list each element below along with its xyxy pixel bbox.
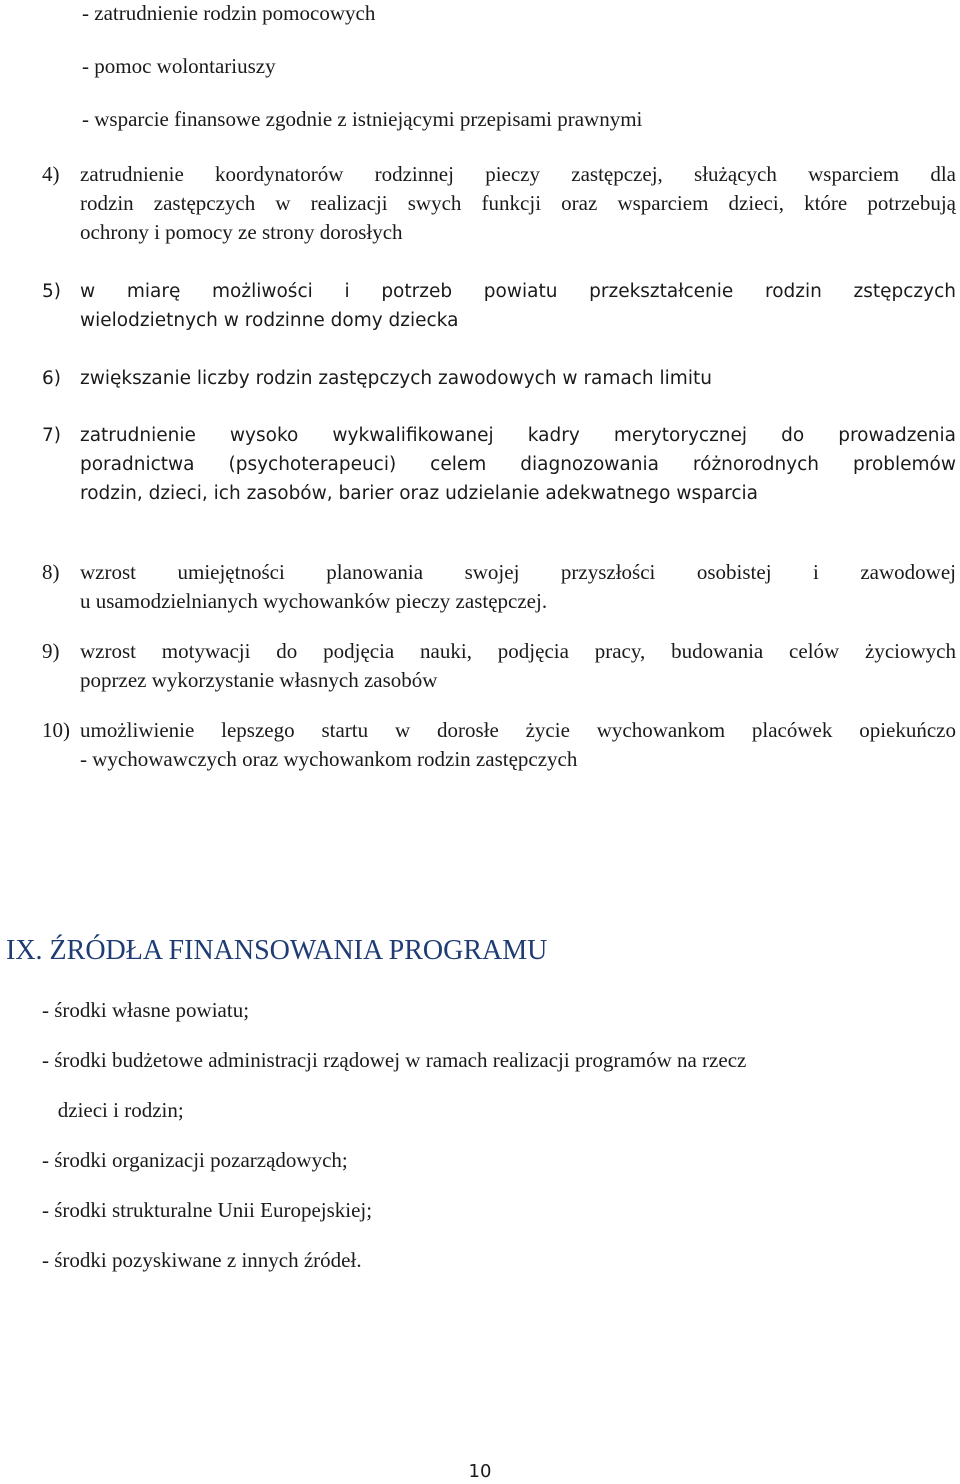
item-line: zatrudnienie koordynatorów rodzinnej pieczy zastępczej, służących wsparciem dla [80, 162, 956, 186]
item-line: zatrudnienie wysoko wykwalifikowanej kadry merytorycznej do prowadzenia [80, 425, 956, 446]
funding-source-line: - środki organizacji pozarządowych; [42, 1148, 348, 1172]
item-line: rodzin, dzieci, ich zasobów, barier oraz udzielanie adekwatnego wsparcia [80, 483, 759, 504]
list-item [42, 637, 956, 695]
list-item [42, 364, 956, 393]
funding-source-line: - środki strukturalne Unii Europejskiej; [42, 1198, 373, 1222]
item-number: 5) [42, 281, 61, 302]
item-number: 9) [42, 639, 60, 663]
item-number: 8) [42, 560, 60, 584]
item-line: - wychowawczych oraz wychowankom rodzin zastępczych [80, 747, 578, 771]
funding-source-line: dzieci i rodzin; [42, 1098, 184, 1122]
item-line: wzrost umiejętności planowania swojej przyszłości osobistej i zawodowej [80, 560, 956, 584]
list-item [42, 421, 956, 508]
item-number: 6) [42, 368, 61, 389]
list-item [42, 160, 956, 247]
list-item [42, 716, 956, 774]
item-line: wzrost motywacji do podjęcia nauki, podjęcia pracy, budowania celów życiowych [80, 639, 956, 663]
item-line: w miarę możliwości i potrzeb powiatu przekształcenie rodzin zstępczych [80, 281, 956, 302]
item-line: wielodzietnych w rodzinne domy dziecka [80, 310, 459, 331]
item-number: 7) [42, 425, 61, 446]
bullet-line: - wsparcie finansowe zgodnie z istniejącymi przepisami prawnymi [82, 107, 643, 131]
list-item [42, 277, 956, 335]
item-number: 10) [42, 718, 70, 742]
item-line: rodzin zastępczych w realizacji swych funkcji oraz wsparciem dzieci, które potrzebują [80, 191, 956, 215]
bullet-line: - zatrudnienie rodzin pomocowych [82, 1, 376, 25]
section-heading: IX. ŹRÓDŁA FINANSOWANIA PROGRAMU [6, 935, 548, 966]
item-line: ochrony i pomocy ze strony dorosłych [80, 220, 403, 244]
item-line: umożliwienie lepszego startu w dorosłe życie wychowankom placówek opiekuńczo [80, 718, 956, 742]
item-line: poprzez wykorzystanie własnych zasobów [80, 668, 438, 692]
funding-source-line: - środki własne powiatu; [42, 998, 250, 1022]
funding-source-line: - środki budżetowe administracji rządowej w ramach realizacji programów na rzecz [42, 1048, 747, 1072]
bullet-line: - pomoc wolontariuszy [82, 54, 276, 78]
page-number: 10 [468, 1461, 492, 1482]
item-line: poradnictwa (psychoterapeuci) celem diagnozowania różnorodnych problemów [80, 454, 956, 475]
item-line: u usamodzielnianych wychowanków pieczy zastępczej. [80, 589, 548, 613]
list-item [42, 558, 956, 616]
item-line: zwiększanie liczby rodzin zastępczych zawodowych w ramach limitu [80, 368, 712, 389]
item-number: 4) [42, 162, 60, 186]
funding-source-line: - środki pozyskiwane z innych źródeł. [42, 1248, 362, 1272]
